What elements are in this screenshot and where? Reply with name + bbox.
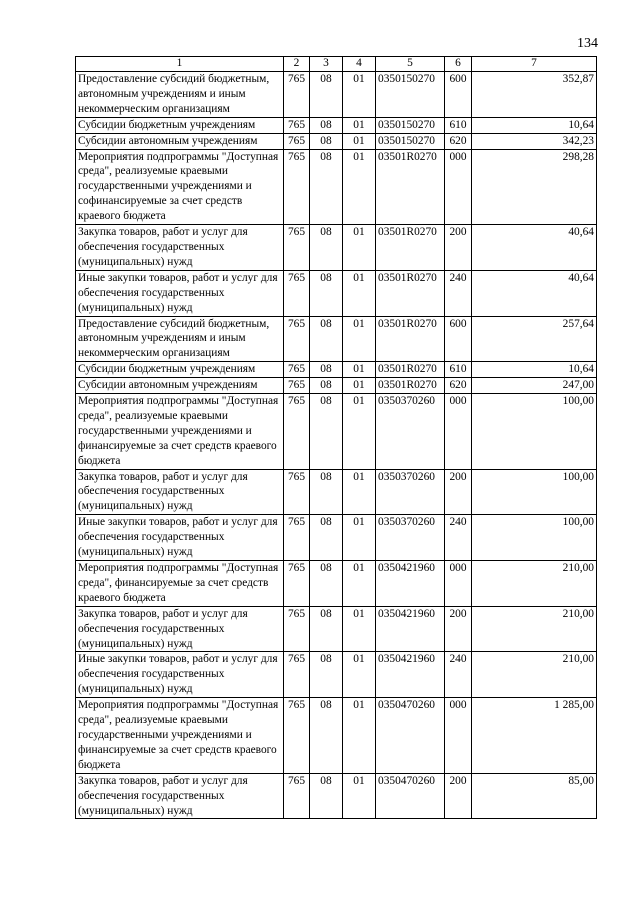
table-row xyxy=(76,362,597,378)
target-article-code: 03501R0270 xyxy=(376,362,445,378)
expense-name: Субсидии бюджетным учреждениям xyxy=(76,117,284,133)
table-row xyxy=(76,606,597,652)
amount: 247,00 xyxy=(472,378,597,394)
ved-code: 765 xyxy=(284,149,310,225)
target-article-code: 03501R0270 xyxy=(376,225,445,271)
amount: 10,64 xyxy=(472,117,597,133)
expense-type-code: 000 xyxy=(445,149,472,225)
column-header: 4 xyxy=(343,57,376,72)
table-row xyxy=(76,270,597,316)
subsection-code: 01 xyxy=(343,149,376,225)
target-article-code: 0350421960 xyxy=(376,606,445,652)
expense-name: Мероприятия подпрограммы "Доступная среда", реализуемые краевыми государственными учреждениями и софинансируемые за счет средств краевого бюджета xyxy=(76,149,284,225)
expense-type-code: 000 xyxy=(445,698,472,774)
section-code: 08 xyxy=(310,515,343,561)
expense-type-code: 200 xyxy=(445,606,472,652)
expense-type-code: 000 xyxy=(445,561,472,607)
ved-code: 765 xyxy=(284,698,310,774)
expense-name: Предоставление субсидий бюджетным, автономным учреждениям и иным некоммерческим организациям xyxy=(76,72,284,118)
section-code: 08 xyxy=(310,652,343,698)
table-row xyxy=(76,652,597,698)
table-row xyxy=(76,117,597,133)
column-header: 7 xyxy=(472,57,597,72)
expense-name: Иные закупки товаров, работ и услуг для обеспечения государственных (муниципальных) нужд xyxy=(76,270,284,316)
target-article-code: 0350370260 xyxy=(376,394,445,470)
ved-code: 765 xyxy=(284,117,310,133)
expense-type-code: 610 xyxy=(445,117,472,133)
table-row xyxy=(76,469,597,515)
expense-name: Мероприятия подпрограммы "Доступная среда", реализуемые краевыми государственными учреждениями и финансируемые за счет средств краевого бюджета xyxy=(76,394,284,470)
budget-table xyxy=(75,56,597,819)
target-article-code: 0350421960 xyxy=(376,561,445,607)
column-header: 5 xyxy=(376,57,445,72)
amount: 40,64 xyxy=(472,270,597,316)
column-header: 3 xyxy=(310,57,343,72)
section-code: 08 xyxy=(310,394,343,470)
subsection-code: 01 xyxy=(343,394,376,470)
amount: 210,00 xyxy=(472,606,597,652)
target-article-code: 0350470260 xyxy=(376,773,445,819)
column-header: 1 xyxy=(76,57,284,72)
ved-code: 765 xyxy=(284,72,310,118)
header-row xyxy=(76,57,597,72)
expense-name: Закупка товаров, работ и услуг для обеспечения государственных (муниципальных) нужд xyxy=(76,773,284,819)
expense-type-code: 620 xyxy=(445,133,472,149)
subsection-code: 01 xyxy=(343,378,376,394)
subsection-code: 01 xyxy=(343,515,376,561)
ved-code: 765 xyxy=(284,469,310,515)
section-code: 08 xyxy=(310,561,343,607)
subsection-code: 01 xyxy=(343,469,376,515)
expense-type-code: 000 xyxy=(445,394,472,470)
ved-code: 765 xyxy=(284,515,310,561)
table-row xyxy=(76,316,597,362)
expense-name: Предоставление субсидий бюджетным, автономным учреждениям и иным некоммерческим организациям xyxy=(76,316,284,362)
target-article-code: 03501R0270 xyxy=(376,378,445,394)
expense-name: Закупка товаров, работ и услуг для обеспечения государственных (муниципальных) нужд xyxy=(76,225,284,271)
expense-type-code: 240 xyxy=(445,652,472,698)
subsection-code: 01 xyxy=(343,72,376,118)
subsection-code: 01 xyxy=(343,773,376,819)
target-article-code: 03501R0270 xyxy=(376,270,445,316)
section-code: 08 xyxy=(310,362,343,378)
amount: 100,00 xyxy=(472,515,597,561)
target-article-code: 0350150270 xyxy=(376,133,445,149)
table-row xyxy=(76,149,597,225)
target-article-code: 0350150270 xyxy=(376,117,445,133)
target-article-code: 0350370260 xyxy=(376,515,445,561)
ved-code: 765 xyxy=(284,652,310,698)
target-article-code: 0350150270 xyxy=(376,72,445,118)
subsection-code: 01 xyxy=(343,606,376,652)
amount: 10,64 xyxy=(472,362,597,378)
subsection-code: 01 xyxy=(343,225,376,271)
ved-code: 765 xyxy=(284,606,310,652)
column-header: 6 xyxy=(445,57,472,72)
section-code: 08 xyxy=(310,270,343,316)
ved-code: 765 xyxy=(284,362,310,378)
table-row xyxy=(76,515,597,561)
expense-name: Закупка товаров, работ и услуг для обеспечения государственных (муниципальных) нужд xyxy=(76,469,284,515)
expense-name: Закупка товаров, работ и услуг для обеспечения государственных (муниципальных) нужд xyxy=(76,606,284,652)
expense-type-code: 240 xyxy=(445,515,472,561)
expense-name: Субсидии автономным учреждениям xyxy=(76,133,284,149)
expense-name: Мероприятия подпрограммы "Доступная среда", финансируемые за счет средств краевого бюджета xyxy=(76,561,284,607)
table-row xyxy=(76,72,597,118)
ved-code: 765 xyxy=(284,378,310,394)
expense-name: Мероприятия подпрограммы "Доступная среда", реализуемые краевыми государственными учреждениями и финансируемые за счет средств краевого бюджета xyxy=(76,698,284,774)
column-header: 2 xyxy=(284,57,310,72)
page-number: 134 xyxy=(577,36,598,51)
subsection-code: 01 xyxy=(343,270,376,316)
amount: 298,28 xyxy=(472,149,597,225)
target-article-code: 03501R0270 xyxy=(376,149,445,225)
target-article-code: 0350370260 xyxy=(376,469,445,515)
section-code: 08 xyxy=(310,72,343,118)
subsection-code: 01 xyxy=(343,117,376,133)
section-code: 08 xyxy=(310,149,343,225)
expense-name: Субсидии бюджетным учреждениям xyxy=(76,362,284,378)
ved-code: 765 xyxy=(284,561,310,607)
section-code: 08 xyxy=(310,606,343,652)
table-row xyxy=(76,698,597,774)
amount: 210,00 xyxy=(472,652,597,698)
subsection-code: 01 xyxy=(343,133,376,149)
ved-code: 765 xyxy=(284,394,310,470)
ved-code: 765 xyxy=(284,773,310,819)
ved-code: 765 xyxy=(284,270,310,316)
ved-code: 765 xyxy=(284,316,310,362)
amount: 352,87 xyxy=(472,72,597,118)
amount: 100,00 xyxy=(472,469,597,515)
table-row xyxy=(76,225,597,271)
subsection-code: 01 xyxy=(343,652,376,698)
ved-code: 765 xyxy=(284,225,310,271)
amount: 100,00 xyxy=(472,394,597,470)
subsection-code: 01 xyxy=(343,316,376,362)
expense-type-code: 200 xyxy=(445,773,472,819)
expense-name: Иные закупки товаров, работ и услуг для обеспечения государственных (муниципальных) нужд xyxy=(76,652,284,698)
subsection-code: 01 xyxy=(343,561,376,607)
amount: 257,64 xyxy=(472,316,597,362)
section-code: 08 xyxy=(310,773,343,819)
target-article-code: 03501R0270 xyxy=(376,316,445,362)
amount: 342,23 xyxy=(472,133,597,149)
table-row xyxy=(76,378,597,394)
subsection-code: 01 xyxy=(343,698,376,774)
subsection-code: 01 xyxy=(343,362,376,378)
target-article-code: 0350421960 xyxy=(376,652,445,698)
table-row xyxy=(76,561,597,607)
section-code: 08 xyxy=(310,316,343,362)
expense-type-code: 600 xyxy=(445,316,472,362)
table-row xyxy=(76,773,597,819)
section-code: 08 xyxy=(310,698,343,774)
expense-name: Иные закупки товаров, работ и услуг для обеспечения государственных (муниципальных) нужд xyxy=(76,515,284,561)
expense-type-code: 600 xyxy=(445,72,472,118)
amount: 210,00 xyxy=(472,561,597,607)
section-code: 08 xyxy=(310,225,343,271)
amount: 85,00 xyxy=(472,773,597,819)
section-code: 08 xyxy=(310,117,343,133)
section-code: 08 xyxy=(310,469,343,515)
expense-name: Субсидии автономным учреждениям xyxy=(76,378,284,394)
section-code: 08 xyxy=(310,133,343,149)
target-article-code: 0350470260 xyxy=(376,698,445,774)
table-row xyxy=(76,394,597,470)
expense-type-code: 610 xyxy=(445,362,472,378)
section-code: 08 xyxy=(310,378,343,394)
expense-type-code: 240 xyxy=(445,270,472,316)
table-row xyxy=(76,133,597,149)
expense-type-code: 200 xyxy=(445,469,472,515)
expense-type-code: 200 xyxy=(445,225,472,271)
amount: 40,64 xyxy=(472,225,597,271)
expense-type-code: 620 xyxy=(445,378,472,394)
ved-code: 765 xyxy=(284,133,310,149)
amount: 1 285,00 xyxy=(472,698,597,774)
